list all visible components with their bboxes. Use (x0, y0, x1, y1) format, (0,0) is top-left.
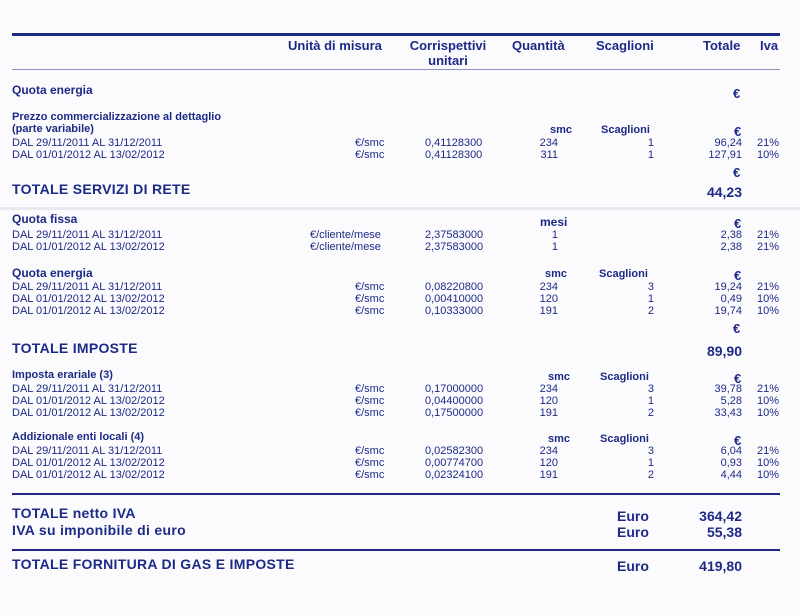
table-row-unit: €/cliente/mese (310, 229, 381, 241)
table-row-unit: €/smc (355, 137, 385, 149)
table-row-total: 0,93 (720, 457, 742, 469)
table-row-unit: €/smc (355, 445, 385, 457)
table-row-vat: 21% (757, 281, 780, 293)
header-corr (400, 38, 496, 68)
header-brackets: Scaglioni (596, 38, 654, 53)
table-row-qty: 311 (540, 149, 558, 161)
grand-total-value: 419,80 (699, 558, 742, 574)
vat-value: 55,38 (706, 524, 742, 540)
table-row-vat: 10% (757, 407, 780, 419)
table-row-total: 4,44 (720, 469, 742, 481)
table-row-unit: €/smc (355, 395, 385, 407)
energy2-qty-label: smc (545, 268, 568, 280)
grand-total-rule (12, 549, 780, 551)
table-row-vat: 10% (757, 293, 780, 305)
table-row-total: 19,74 (714, 305, 742, 317)
fixed-qty-label: mesi (540, 215, 568, 229)
retail-qty-label: smc (550, 124, 573, 136)
table-row-total: 39,78 (714, 383, 742, 395)
table-row-qty: 191 (539, 469, 558, 481)
table-row-price: 0,41128300 (425, 137, 483, 149)
grand-total-currency: Euro (617, 558, 649, 574)
table-row-price: 0,10333000 (425, 305, 484, 317)
table-row-total: 5,28 (720, 395, 742, 407)
table-row-price: 2,37583000 (425, 229, 484, 241)
top-rule (12, 33, 780, 36)
header-corr-line1: Corrispettivi (409, 38, 487, 53)
table-row-qty: 120 (539, 457, 558, 469)
table-row-bracket: 2 (647, 469, 654, 481)
net-total-label: TOTALE netto IVA (12, 505, 136, 521)
table-row-unit: €/smc (355, 293, 385, 305)
table-row-price: 0,02324100 (425, 469, 484, 481)
energy-quota-currency: € (733, 86, 741, 101)
table-row-unit: €/smc (355, 281, 385, 293)
table-row-price: 0,04400000 (425, 395, 484, 407)
table-row-qty: 234 (539, 137, 558, 149)
fixed-currency: € (734, 216, 742, 231)
table-row-period: DAL 29/11/2011 AL 31/12/2011 (12, 281, 163, 293)
table-row-price: 0,08220800 (425, 281, 484, 293)
energy2-brackets-label: Scaglioni (599, 268, 648, 280)
table-row-period: DAL 01/01/2012 AL 13/02/2012 (12, 469, 165, 481)
table-row-period: DAL 01/01/2012 AL 13/02/2012 (12, 149, 165, 161)
table-row-qty: 191 (539, 305, 558, 317)
header-vat: Iva (760, 38, 779, 53)
table-row-vat: 10% (757, 149, 780, 161)
table-row-vat: 21% (757, 137, 780, 149)
excise-currency: € (734, 371, 742, 386)
net-total-value: 364,42 (699, 508, 742, 524)
surcharge-brackets-label: Scaglioni (600, 433, 649, 445)
excise-qty-label: smc (548, 371, 571, 383)
table-row-total: 2,38 (720, 229, 742, 241)
table-row-period: DAL 29/11/2011 AL 31/12/2011 (12, 383, 163, 395)
excise-brackets-label: Scaglioni (600, 371, 649, 383)
table-row-qty: 191 (539, 407, 558, 419)
table-row-vat: 21% (757, 383, 780, 395)
table-row-qty: 234 (539, 281, 558, 293)
network-total-label: TOTALE SERVIZI DI RETE (12, 181, 191, 197)
taxes-total-value: 89,90 (706, 343, 742, 359)
table-row-vat: 10% (757, 395, 780, 407)
vat-label: IVA su imponibile di euro (12, 522, 186, 538)
table-row-vat: 10% (757, 305, 780, 317)
table-row-qty: 234 (539, 383, 558, 395)
table-row-vat: 21% (757, 445, 780, 457)
table-row-period: DAL 29/11/2011 AL 31/12/2011 (12, 137, 163, 149)
table-row-period: DAL 29/11/2011 AL 31/12/2011 (12, 445, 163, 457)
table-row-price: 0,17500000 (425, 407, 484, 419)
table-row-qty: 120 (539, 395, 558, 407)
retail-price-title-1: Prezzo commercializzazione al dettaglio (12, 111, 222, 123)
table-row-period: DAL 01/01/2012 AL 13/02/2012 (12, 457, 165, 469)
table-row-bracket: 3 (647, 383, 654, 395)
net-total-currency: Euro (617, 508, 649, 524)
header-unit: Unità di misura (288, 38, 382, 53)
table-row-unit: €/smc (355, 407, 385, 419)
summary-rule (12, 493, 780, 495)
table-row-total: 6,04 (720, 445, 742, 457)
table-row-unit: €/cliente/mese (310, 241, 381, 253)
table-row-period: DAL 01/01/2012 AL 13/02/2012 (12, 395, 165, 407)
table-row-bracket: 1 (647, 149, 654, 161)
table-row-unit: €/smc (355, 149, 385, 161)
network-total-currency: € (733, 165, 741, 180)
table-row-period: DAL 01/01/2012 AL 13/02/2012 (12, 305, 165, 317)
table-row-vat: 21% (757, 229, 780, 241)
retail-price-title-2: (parte variabile) (12, 123, 94, 135)
table-row-total: 127,91 (708, 149, 742, 161)
network-total-value: 44,23 (706, 184, 742, 200)
table-row-price: 0,41128300 (425, 149, 483, 161)
table-row-bracket: 1 (647, 137, 654, 149)
table-row-unit: €/smc (355, 383, 385, 395)
table-row-period: DAL 01/01/2012 AL 13/02/2012 (12, 407, 165, 419)
table-row-period: DAL 01/01/2012 AL 13/02/2012 (12, 241, 165, 253)
excise-title: Imposta erariale (3) (12, 369, 113, 381)
header-total: Totale (703, 38, 741, 53)
table-row-total: 0,49 (720, 293, 742, 305)
table-row-bracket: 3 (647, 281, 654, 293)
grand-total-label: TOTALE FORNITURA DI GAS E IMPOSTE (12, 556, 295, 572)
table-row-qty: 1 (551, 241, 558, 253)
table-row-unit: €/smc (355, 469, 385, 481)
table-row-bracket: 1 (647, 395, 654, 407)
header-rule (12, 69, 780, 70)
table-row-total: 33,43 (714, 407, 742, 419)
table-row-bracket: 3 (647, 445, 654, 457)
table-row-total: 96,24 (714, 137, 742, 149)
table-row-qty: 120 (539, 293, 558, 305)
table-row-period: DAL 29/11/2011 AL 31/12/2011 (12, 229, 163, 241)
vat-currency: Euro (617, 524, 649, 540)
surcharge-currency: € (734, 433, 742, 448)
table-row-price: 0,00410000 (425, 293, 484, 305)
table-row-bracket: 2 (647, 305, 654, 317)
table-row-price: 0,02582300 (425, 445, 484, 457)
taxes-total-label: TOTALE IMPOSTE (12, 340, 138, 356)
table-row-total: 19,24 (714, 281, 742, 293)
surcharge-title: Addizionale enti locali (4) (12, 431, 145, 443)
table-row-vat: 21% (757, 241, 780, 253)
table-row-qty: 1 (551, 229, 558, 241)
taxes-total-currency: € (733, 321, 741, 336)
table-row-vat: 10% (757, 457, 780, 469)
table-row-unit: €/smc (355, 305, 385, 317)
fixed-quota-title: Quota fissa (12, 212, 78, 226)
energy2-currency: € (734, 268, 742, 283)
table-row-price: 2,37583000 (425, 241, 484, 253)
table-row-price: 0,00774700 (425, 457, 484, 469)
header-corr-line2: unitari (428, 53, 468, 68)
table-row-vat: 10% (757, 469, 780, 481)
table-row-bracket: 1 (647, 457, 654, 469)
table-row-period: DAL 01/01/2012 AL 13/02/2012 (12, 293, 165, 305)
paper-fold (0, 207, 800, 210)
table-row-bracket: 1 (647, 293, 654, 305)
table-row-total: 2,38 (720, 241, 742, 253)
surcharge-qty-label: smc (548, 433, 571, 445)
table-row-bracket: 2 (647, 407, 654, 419)
header-qty: Quantità (512, 38, 565, 53)
table-row-price: 0,17000000 (425, 383, 484, 395)
table-row-qty: 234 (539, 445, 558, 457)
energy-quota-2-title: Quota energia (12, 266, 93, 280)
energy-quota-title: Quota energia (12, 83, 93, 97)
retail-brackets-label: Scaglioni (601, 124, 650, 136)
table-row-unit: €/smc (355, 457, 385, 469)
retail-currency: € (734, 124, 742, 139)
